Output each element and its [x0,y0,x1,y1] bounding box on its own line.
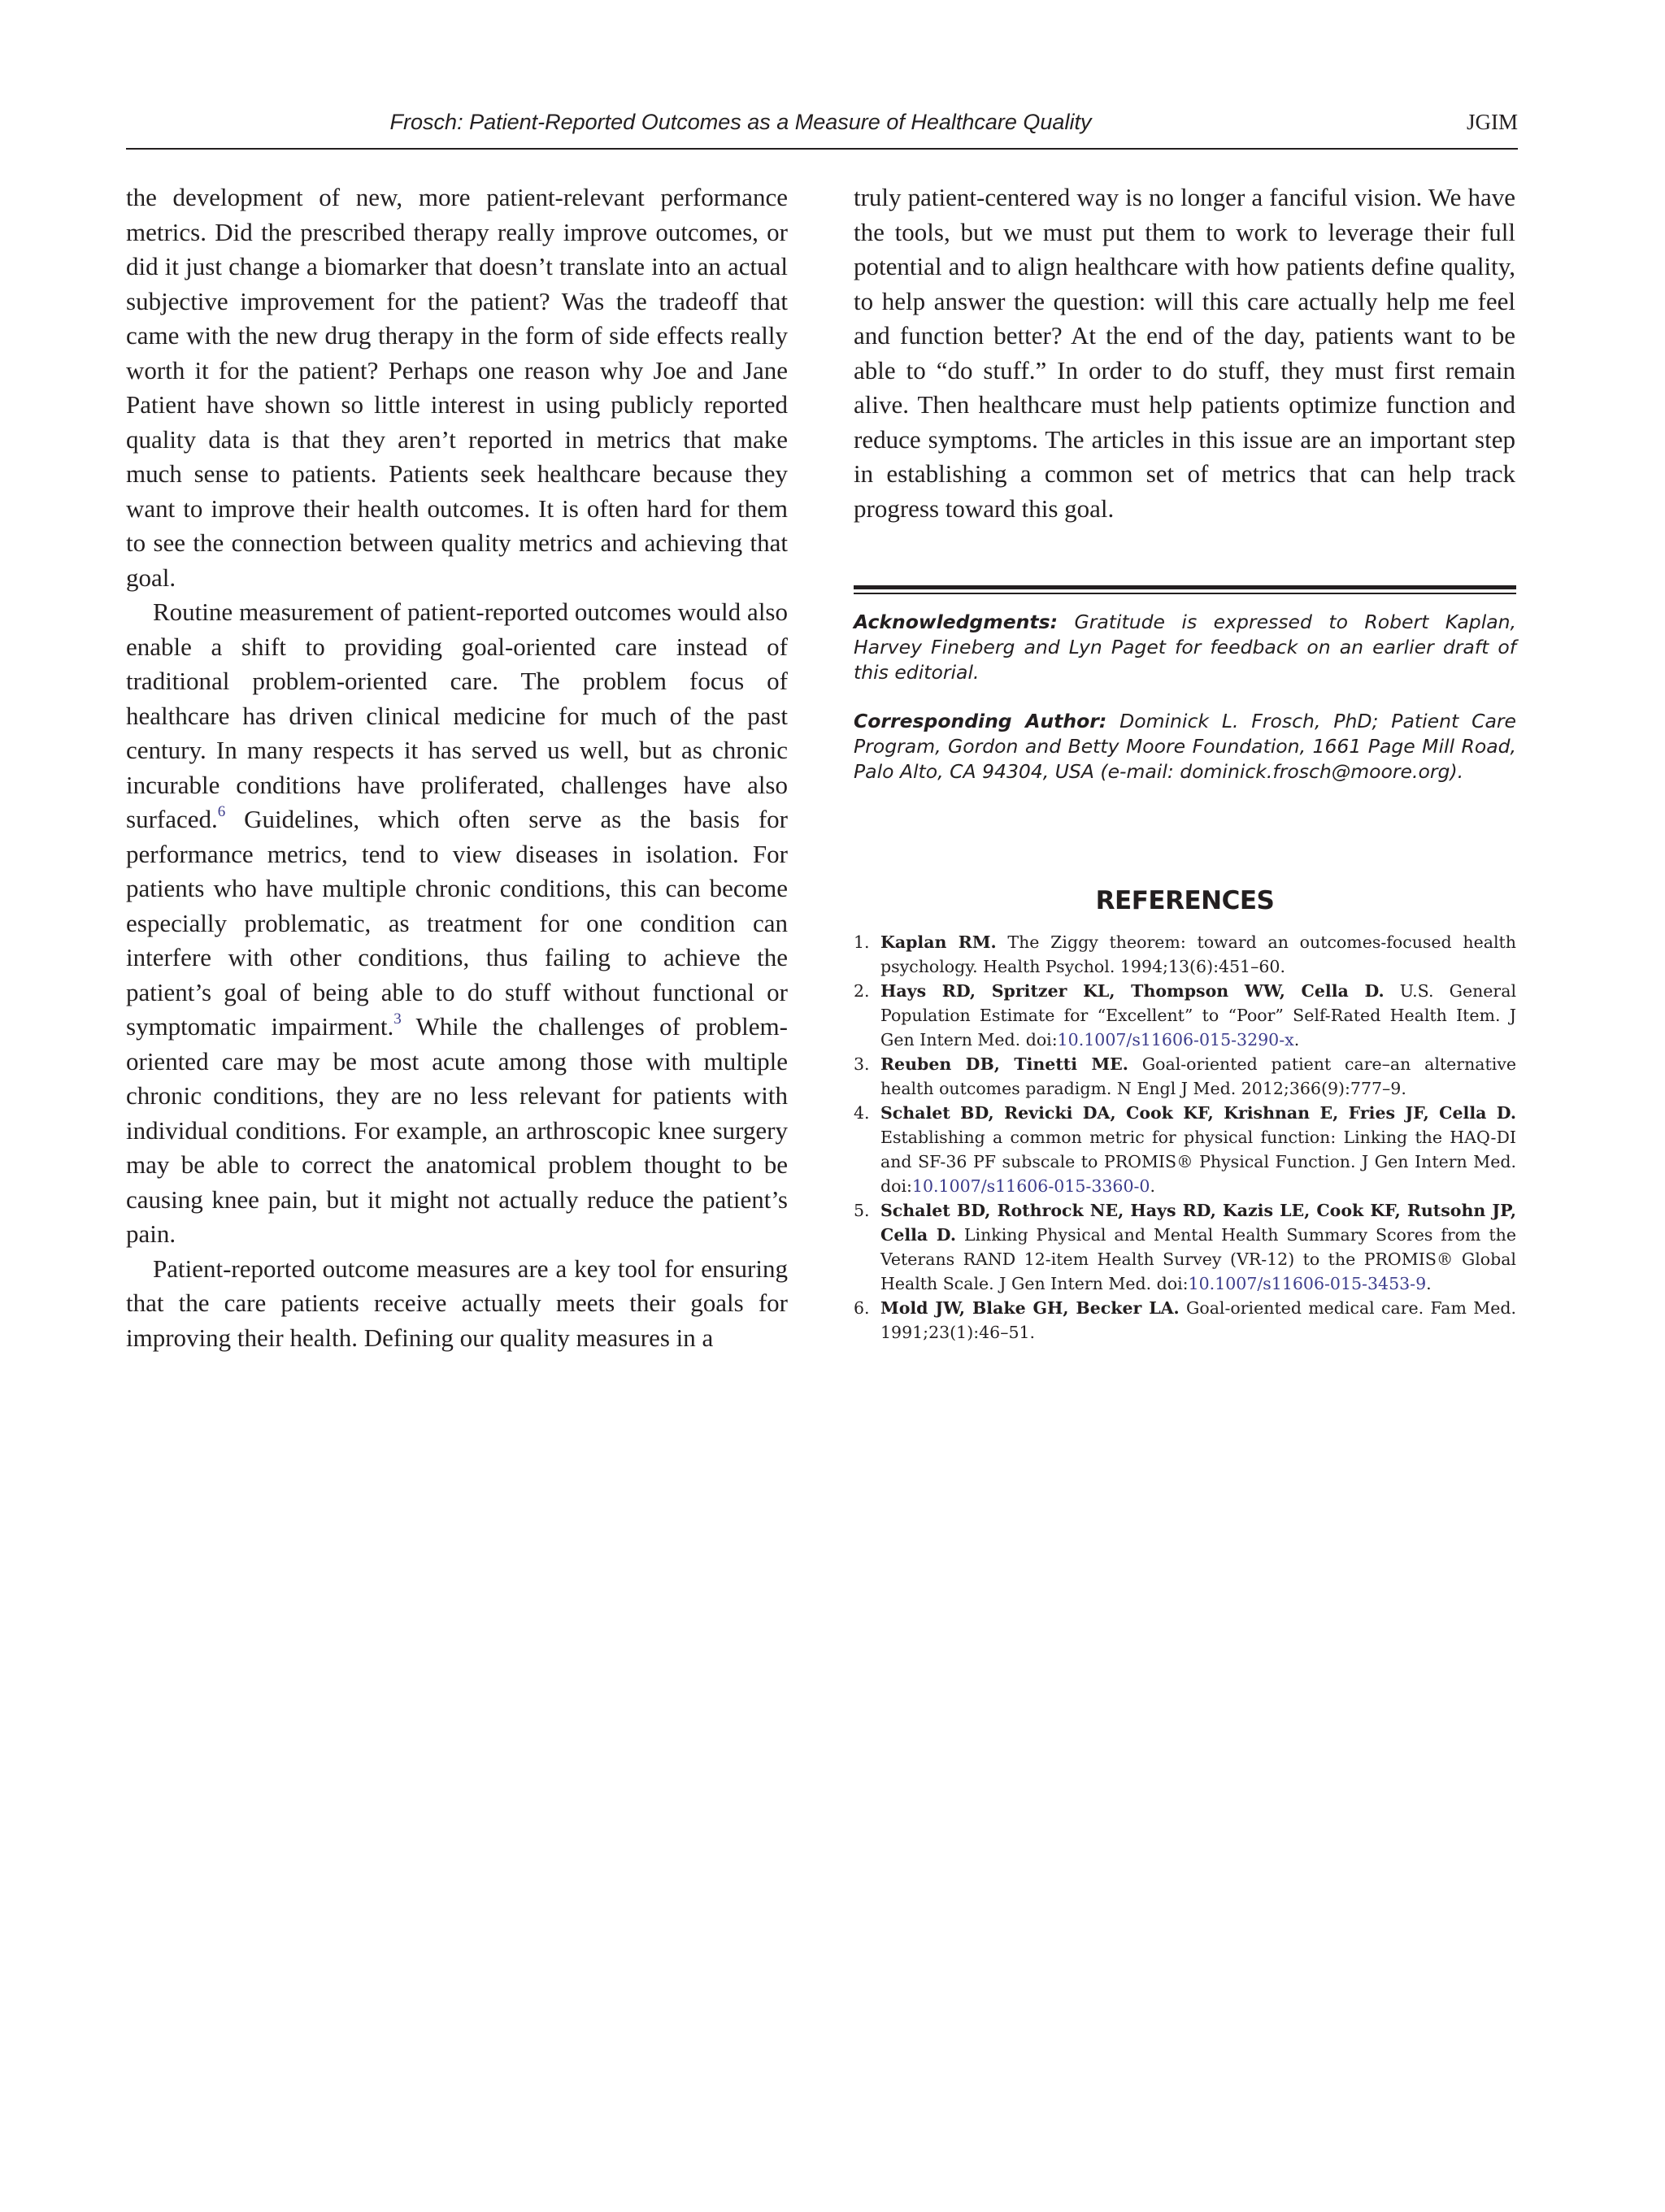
acknowledgments [854,610,1516,685]
reference-item [854,1296,1516,1345]
acknowledgments-text: Gratitude is expressed to Robert Kaplan, Harvey Fineberg and Lyn Paget for feedback on an earlier draft of this editorial. [854,611,1516,684]
doi-link[interactable]: 10.1007/s11606-015-3290-x [1057,1030,1294,1050]
doi-prefix: doi: [1156,1274,1189,1293]
reference-text: The Ziggy theorem: toward an outcomes-focused health psychology. Health Psychol. 1994;13(6):451–60. [880,932,1516,976]
references-heading: REFERENCES [1095,886,1275,915]
citation-link[interactable]: 3 [393,1010,402,1028]
running-head-title: Frosch: Patient-Reported Outcomes as a Measure of Healthcare Quality [389,110,1092,134]
reference-authors: Schalet BD, Revicki DA, Cook KF, Krishnan E, Fries JF, Cella D. [880,1103,1516,1123]
section-divider [854,585,1516,594]
paragraph-text: While the challenges of problem-oriented care may be most acute among those with multiple chronic conditions, they are no less relevant for patients with individual conditions. For example, an arthroscopic knee surgery may be able to correct the anatomical problem thought to be causing knee pain, but it might not actually reduce the patient’s pain. [126,1012,788,1248]
reference-number: 1. [854,932,870,952]
references-list [854,930,1516,1345]
reference-item [854,979,1516,1052]
reference-item [854,1101,1516,1198]
body-paragraph: Patient-reported outcome measures are a key tool for ensuring that the care patients receive actually meets their goals for improving their health. Defining our quality measures in a [126,1254,788,1352]
reference-number: 4. [854,1103,870,1123]
paragraph-text: Routine measurement of patient-reported outcomes would also enable a shift to providing goal-oriented care instead of traditional problem-oriented care. The problem focus of healthcare has driven clinical medicine for much of the past century. In many respects it has served us well, but as chronic incurable conditions have proliferated, challenges have also surfaced. [126,598,788,833]
reference-authors: Hays RD, Spritzer KL, Thompson WW, Cella D. [880,981,1385,1001]
reference-number: 2. [854,981,870,1001]
right-column [854,180,1515,526]
reference-number: 3. [854,1054,870,1074]
corresponding-author-label: Corresponding Author: [854,710,1107,732]
paragraph-text: Guidelines, which often serve as the basis for performance metrics, tend to view diseases in isolation. For patients who have multiple chronic conditions, this can become especially problematic, as treatment for one condition can interfere with other conditions, thus failing to achieve the patient’s goal of being able to do stuff without functional or symptomatic impairment. [126,805,788,1041]
reference-authors: Reuben DB, Tinetti ME. [880,1054,1128,1074]
doi-suffix: . [1293,1030,1300,1050]
running-head [126,102,1518,141]
reference-number: 5. [854,1201,870,1220]
reference-text: Goal-oriented patient care–an alternative health outcomes paradigm. N Engl J Med. 2012;366(9):777–9. [880,1054,1517,1098]
doi-prefix: doi: [880,1176,912,1196]
citation-link[interactable]: 6 [217,803,226,820]
journal-name: JGIM [1466,110,1518,134]
reference-text: Linking Physical and Mental Health Summary Scores from the Veterans RAND 12-item Health Survey (VR-12) to the PROMIS® Global Health Scale. J Gen Intern Med. [880,1225,1516,1293]
doi-suffix: . [1150,1176,1156,1196]
back-matter [854,610,1516,808]
body-paragraph [126,595,788,1252]
reference-text: U.S. General Population Estimate for “Excellent” to “Poor” Self-Rated Health Item. J Gen Intern Med. [880,981,1516,1050]
reference-item [854,1198,1516,1296]
corresponding-author-text: Dominick L. Frosch, PhD; Patient Care Program, Gordon and Betty Moore Foundation, 1661 Page Mill Road, Palo Alto, CA 94304, USA (e-mail: dominick.frosch@moore.org). [854,710,1516,783]
doi-link[interactable]: 10.1007/s11606-015-3453-9 [1188,1274,1427,1293]
reference-item [854,1052,1516,1101]
body-paragraph: the development of new, more patient-relevant performance metrics. Did the prescribed therapy really improve outcomes, or did it just change a biomarker that doesn’t translate into an actual subjective improvement for the patient? Was the tradeoff that came with the new drug therapy in the form of side effects really worth it for the patient? Perhaps one reason why Joe and Jane Patient have shown so little interest in using publicly reported quality data is that they aren’t reported in metrics that make much sense to patients. Patients seek healthcare because they want to improve their health outcomes. It is often hard for them to see the connection between quality metrics and achieving that goal. [126,183,788,592]
reference-authors: Schalet BD, Rothrock NE, Hays RD, Kazis LE, Cook KF, Rutsohn JP, Cella D. [880,1201,1516,1245]
reference-number: 6. [854,1298,870,1318]
doi-prefix: doi: [1025,1030,1058,1050]
reference-authors: Mold JW, Blake GH, Becker LA. [880,1298,1180,1318]
reference-text: Goal-oriented medical care. Fam Med. 1991;23(1):46–51. [880,1298,1516,1342]
left-column [126,180,788,1355]
reference-authors: Kaplan RM. [880,932,997,952]
reference-text: Establishing a common metric for physical function: Linking the HAQ-DI and SF-36 PF subscale to PROMIS® Physical Function. J Gen Intern Med. [880,1128,1516,1171]
corresponding-author [854,709,1516,784]
body-paragraph: truly patient-centered way is no longer a fanciful vision. We have the tools, but we must put them to work to leverage their full potential and to align healthcare with how patients define quality, to help answer the question: will this care actually help me feel and function better? At the end of the day, patients want to be able to “do stuff.” In order to do stuff, they must first remain alive. Then healthcare must help patients optimize function and reduce symptoms. The articles in this issue are an important step in establishing a common set of metrics that can help track progress toward this goal. [854,183,1515,523]
header-rule [126,148,1518,150]
reference-item [854,930,1516,979]
doi-suffix: . [1426,1274,1432,1293]
doi-link[interactable]: 10.1007/s11606-015-3360-0 [911,1176,1150,1196]
acknowledgments-label: Acknowledgments: [854,611,1059,633]
